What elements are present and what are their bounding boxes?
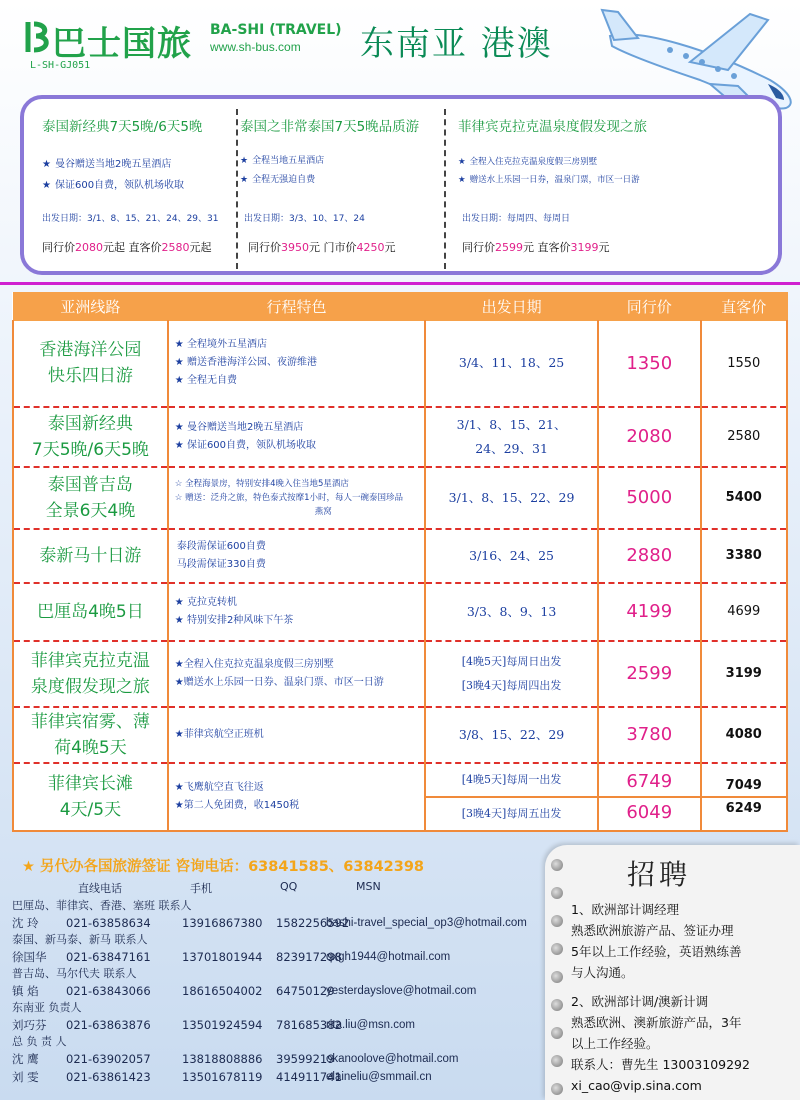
contact-group-label: 泰国、新马泰、新马 联系人 <box>12 933 148 946</box>
featured-tours-box <box>20 95 782 275</box>
contact-person: 刘巧芬 021-63863876 13501924594 781685382 rita.liu@msn.com <box>12 1018 415 1032</box>
route-dates: 3/3、8、9、13 <box>425 583 598 641</box>
table-row <box>13 641 787 707</box>
feature-item: ★ 全程无强迫自费 <box>240 175 316 185</box>
recruitment-notepad <box>545 845 800 1100</box>
star-icon: ★ <box>240 156 249 166</box>
featured-tour-title: 泰国新经典7天5晚/6天5晚 <box>42 119 203 135</box>
featured-tour-1 <box>42 99 237 271</box>
contact-group-label: 东南亚 负责人 <box>12 1001 82 1014</box>
contact-person: 沈 鹰 021-63902057 13818808886 39599219 okanoolove@hotmail.com <box>12 1052 459 1066</box>
recruit-line: 1、欧洲部计调经理 <box>571 902 679 917</box>
route-dates: [4晚5天]每周一出发 [3晚4天]每周五出发 <box>425 763 598 831</box>
msn-link[interactable]: yesterdayslove@hotmail.com <box>326 985 477 997</box>
direct-price: 7049 6249 <box>701 763 787 831</box>
peer-price: 5000 <box>598 467 701 529</box>
binder-ring-icon <box>551 971 563 983</box>
route-features: ★飞鹰航空直飞往返 ★第二人免团费，收1450税 <box>168 763 425 831</box>
header-route: 亚洲线路 <box>13 293 168 321</box>
peer-price: 2880 <box>598 529 701 583</box>
recruit-gap <box>571 983 793 991</box>
contact-group-label: 普吉岛、马尔代夫 联系人 <box>12 967 137 980</box>
route-name: 泰国新经典 7天5晚/6天5晚 <box>13 407 168 467</box>
contact-person: 镇 焰 021-63843066 18616504002 64750129 yesterdayslove@hotmail.com <box>12 984 477 998</box>
contact-group-label: 巴厘岛、菲律宾、香港、塞班 联系人 <box>12 899 192 912</box>
route-features: 泰段需保证600自费 马段需保证330自费 <box>168 529 425 583</box>
route-dates: [4晚5天]每周日出发 [3晚4天]每周四出发 <box>425 641 598 707</box>
direct-price: 1550 <box>701 321 787 407</box>
logo-text: 巴士国旅 <box>52 24 192 64</box>
feature-item: ★ 全程当地五星酒店 <box>240 156 325 166</box>
visa-consult-line: ★ 另代办各国旅游签证 咨询电话：63841585、63842398 <box>22 859 425 875</box>
website-url[interactable]: www.sh-bus.com <box>210 40 301 54</box>
recruit-email[interactable]: xi_cao@vip.sina.com <box>571 1078 702 1093</box>
feature-item: ★ 曼谷赠送当地2晚五星酒店 <box>42 159 172 170</box>
header-msn: MSN <box>356 880 381 893</box>
contact-person: 刘 雯 021-63861423 13501678119 414911741 elaineliu@smmail.cn <box>12 1070 432 1084</box>
direct-price: 4080 <box>701 707 787 763</box>
price-line: 同行价2599元 直客价3199元 <box>462 241 610 254</box>
region-title: 东南亚 港澳 <box>360 24 553 64</box>
featured-tour-3 <box>458 99 778 271</box>
direct-price: 3199 <box>701 641 787 707</box>
binder-ring-icon <box>551 915 563 927</box>
star-icon: ★ <box>458 175 466 185</box>
table-row <box>13 467 787 529</box>
route-name: 泰新马十日游 <box>13 529 168 583</box>
header-features: 行程特色 <box>168 293 425 321</box>
route-name: 巴厘岛4晚5日 <box>13 583 168 641</box>
msn-link[interactable]: okanoolove@hotmail.com <box>326 1053 459 1065</box>
route-features: ★ 克拉克转机 ★ 特别安排2种风味下午茶 <box>168 583 425 641</box>
recruit-line: 熟悉欧洲、澳新旅游产品，3年 <box>571 1015 742 1030</box>
departure-dates: 出发日期：3/3、10、17、24 <box>244 214 365 224</box>
table-row <box>13 583 787 641</box>
contacts-section <box>12 880 552 1086</box>
contact-person: 徐国华 021-63847161 13701801944 823917298 qxgh1944@hotmail.com <box>12 950 451 964</box>
recruitment-body <box>571 899 793 1096</box>
departure-dates: 出发日期：每周四、每周日 <box>462 214 571 224</box>
msn-link[interactable]: elaineliu@smmail.cn <box>326 1071 432 1083</box>
table-row <box>13 529 787 583</box>
section-divider <box>0 282 800 285</box>
header-peer-price: 同行价 <box>598 293 701 321</box>
recruit-line: 以上工作经验。 <box>571 1036 659 1051</box>
direct-price: 2580 <box>701 407 787 467</box>
route-dates: 3/8、15、22、29 <box>425 707 598 763</box>
header-direct-price: 直客价 <box>701 293 787 321</box>
column-divider <box>444 109 446 269</box>
table-row <box>13 321 787 407</box>
route-dates: 3/1、8、15、21、 24、29、31 <box>425 407 598 467</box>
binder-ring-icon <box>551 887 563 899</box>
featured-tour-title: 菲律宾克拉克温泉度假发现之旅 <box>458 119 647 135</box>
feature-item: ★ 全程入住克拉克温泉度假三房别墅 <box>458 157 598 167</box>
price-line: 同行价2080元起 直客价2580元起 <box>42 241 212 254</box>
star-icon: ★ <box>42 180 51 191</box>
recruit-line: 5年以上工作经验，英语熟练善 <box>571 944 742 959</box>
brochure-code: L-SH-GJ051 <box>30 60 91 71</box>
star-icon: ★ <box>458 157 466 167</box>
peer-price: 1350 <box>598 321 701 407</box>
binder-ring-icon <box>551 1055 563 1067</box>
route-features: ☆ 全程海景房，特别安排4晚入住当地5星酒店 ☆ 赠送：泛舟之旅，特色泰式按摩1小时，每人一碗泰国珍品 燕窝 <box>168 467 425 529</box>
route-features: ★ 全程境外五星酒店 ★ 赠送香港海洋公园、夜游维港 ★ 全程无自费 <box>168 321 425 407</box>
table-row <box>13 763 787 831</box>
featured-tour-title: 泰国之非常泰国7天5晚品质游 <box>240 119 420 135</box>
feature-item: ★ 保证600自费，领队机场收取 <box>42 180 185 191</box>
contact-group-label: 总 负 责 人 <box>12 1035 67 1048</box>
price-line: 同行价3950元 门市价4250元 <box>248 241 396 254</box>
binder-ring-icon <box>551 1027 563 1039</box>
direct-price: 4699 <box>701 583 787 641</box>
header-dates: 出发日期 <box>425 293 598 321</box>
route-dates: 3/4、11、18、25 <box>425 321 598 407</box>
route-name: 香港海洋公园 快乐四日游 <box>13 321 168 407</box>
route-name: 泰国普吉岛 全景6天4晚 <box>13 467 168 529</box>
binder-ring-icon <box>551 999 563 1011</box>
star-icon: ★ <box>42 159 51 170</box>
table-row <box>13 707 787 763</box>
featured-tour-2 <box>240 99 445 271</box>
departure-dates: 出发日期：3/1、8、15、21、24、29、31 <box>42 214 219 224</box>
peer-price: 2599 <box>598 641 701 707</box>
msn-link[interactable]: qxgh1944@hotmail.com <box>326 951 451 963</box>
route-dates: 3/16、24、25 <box>425 529 598 583</box>
route-features: ★全程入住克拉克温泉度假三房别墅 ★赠送水上乐园一日券、温泉门票、市区一日游 <box>168 641 425 707</box>
peer-price: 4199 <box>598 583 701 641</box>
contact-person: 沈 玲 021-63858634 13916867380 1582256592 bashi-travel_special_op3@hotmail.com <box>12 916 527 930</box>
binder-ring-icon <box>551 1083 563 1095</box>
logo-english: BA-SHI (TRAVEL) <box>210 22 342 38</box>
binder-ring-icon <box>551 943 563 955</box>
table-row <box>13 407 787 467</box>
logo-icon <box>24 20 52 54</box>
recruit-line: 熟悉欧洲旅游产品、签证办理 <box>571 923 734 938</box>
table-header-row <box>13 293 787 321</box>
route-name: 菲律宾克拉克温 泉度假发现之旅 <box>13 641 168 707</box>
recruit-line: 与人沟通。 <box>571 965 634 980</box>
contacts-header <box>12 880 552 898</box>
header-tel: 直线电话 <box>78 882 122 895</box>
msn-link[interactable]: bashi-travel_special_op3@hotmail.com <box>326 917 527 929</box>
direct-price: 5400 <box>701 467 787 529</box>
peer-price: 3780 <box>598 707 701 763</box>
feature-item: ★ 赠送水上乐园一日券，温泉门票，市区一日游 <box>458 175 640 185</box>
route-dates: 3/1、8、15、22、29 <box>425 467 598 529</box>
route-features: ★ 曼谷赠送当地2晚五星酒店 ★ 保证600自费，领队机场收取 <box>168 407 425 467</box>
star-icon: ★ <box>240 175 249 185</box>
peer-price: 6749 6049 <box>598 763 701 831</box>
recruit-line: 2、欧洲部计调/澳新计调 <box>571 994 709 1009</box>
header-qq: QQ <box>280 880 298 893</box>
header-mobile: 手机 <box>190 882 212 895</box>
msn-link[interactable]: rita.liu@msn.com <box>326 1019 415 1031</box>
route-features: ★菲律宾航空正班机 <box>168 707 425 763</box>
peer-price: 2080 <box>598 407 701 467</box>
route-name: 菲律宾宿雾、薄 荷4晚5天 <box>13 707 168 763</box>
column-divider <box>236 109 238 269</box>
direct-price: 3380 <box>701 529 787 583</box>
binder-ring-icon <box>551 859 563 871</box>
routes-table <box>12 292 788 832</box>
route-name: 菲律宾长滩 4天/5天 <box>13 763 168 831</box>
recruit-contact: 联系人：曹先生 13003109292 <box>571 1057 750 1072</box>
recruitment-title: 招聘 <box>627 858 692 891</box>
